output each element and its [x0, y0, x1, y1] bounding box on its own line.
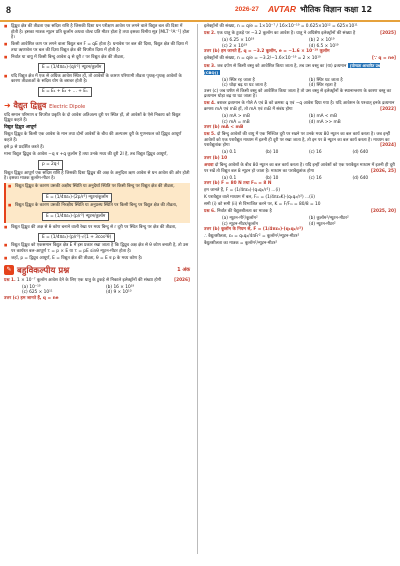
left-column: [4, 24, 190, 303]
pencil-icon: ✎: [4, 265, 14, 275]
answer: उत्तर (c) हम जानते हैं, q = ne: [4, 295, 59, 301]
paragraph: विद्युत द्विध्रुव के किसी एक आवेश के मान तथा दोनों आवेशों के बीच की अल्पतम दूरी के गुणनफल को द्विध्रुव आघूर्ण कहते हैं।: [4, 132, 182, 143]
section-heading: ➜ वैद्युत द्विध्रुव Electric Dipole: [4, 101, 86, 111]
bullet-text: ■ किसी आवेशित कण पर लगने वाला विद्युत बल F = qE होता है। धनावेश पर बल की दिशा, विद्युत क्षेत्र की दिशा में तथा ऋणावेश पर बल की दिशा विद्युत क्षेत्र की विपरीत दिशा में होती है।: [4, 42, 190, 53]
bullet-text: ■ जहाँ, p = द्विध्रुव आघूर्ण, E = विद्युत क्षेत्र की तीव्रता, θ = E व p के मध्य कोण है।: [4, 256, 190, 262]
answer: उत्तर (b) mA < mB: [204, 125, 244, 131]
options: (a) 0.1 (b) 10 (c) 16 (d) 640: [222, 175, 369, 181]
header-rule: [0, 20, 400, 22]
column-divider: [197, 24, 198, 554]
brand-logo: AVTAR: [268, 4, 297, 14]
question: प्रश्न 6. निर्वात की वैद्युतशीलता का मात्रक है [2025, 20]: [204, 209, 396, 215]
paragraph: विद्युत द्विध्रुव आघूर्ण एक सदिश राशि है जिसकी दिशा द्विध्रुव की अक्ष के अनुदिश ऋण आवेश से धन आवेश की ओर होती है। इसका मात्रक कूलॉम-मीटर है।: [4, 170, 190, 182]
bullet-text: ■ निर्वात या वायु में किसी बिन्दु आवेश q से दूरी r पर विद्युत क्षेत्र की तीव्रता,: [4, 55, 190, 61]
calculation: ∴ वैद्युतशीलता, ε₀ = q₁q₂/4πFr² = कूलॉम²/न्यूटन-मीटर²: [204, 234, 300, 240]
right-column: [204, 24, 396, 248]
paragraph: यदि समान परिमाण व विपरीत प्रकृति के दो आवेश अतिअल्प दूरी पर स्थित हों, तो आवेशों के ऐसे निकाय को विद्युत द्विध्रुव कहते हैं।: [4, 112, 181, 124]
options: (a) 6.25 × 10¹⁹ (b) 2 × 10¹⁹ (c) 2 × 10¹⁹ (d) 6.5 × 10¹⁹: [222, 37, 339, 49]
answer: उत्तर (b) 10: [204, 155, 228, 161]
paragraph: इसे p से प्रदर्शित करते हैं।: [4, 144, 45, 150]
question: प्रश्न 5. दो बिन्दु आवेशों की वायु में एक निश्चित दूरी पर रखने पर उनके मध्य 80 न्यूटन का बल कार्य करता है। जब इन्हीं आवेशों को एक परावैद्युत माध्यम में इतनी ही दूरी पर रखा जाता है, तो इन पर 8 न्यूटन का बल कार्य करता है। माध्यम का परावैद्युतांक होगा [2024]: [204, 132, 396, 149]
question: प्रश्न 2. एक धातु के टुकड़े पर −3.2 कूलॉम का आवेश है। धातु ने अधिशेष इलेक्ट्रॉनों की संख्या है [2025]: [204, 30, 396, 36]
formula-box: E = (1/4πε₀)·(2p/r³) न्यूटन/कूलॉम: [42, 193, 112, 203]
calculation: वैद्युतशीलता का मात्रक = कूलॉम²/न्यूटन-मीटर²: [204, 241, 278, 247]
question: अथवा दो बिन्दु आवेशों के बीच 80 न्यूटन का बल कार्य करता है। यदि इन्हीं आवेशों को एक परावैद्युत माध्यम में इतनी ही दूरी पर रखें तो विद्युत बल 8 न्यूटन हो जाता है। माध्यम का परावैद्युतांक होगा [2026, 25]: [204, 162, 396, 174]
question: प्रश्न 4. बराबर द्रव्यमान के गोले A एवं B को क्रमशः q एवं −q आवेश दिया गया है। यदि आवेशन के पश्चात् इनके द्रव्यमान क्रमशः mA एवं mB हों, तो mA एवं mB में संबंध होगा [2022]: [204, 101, 396, 113]
arrow-icon: ➜: [4, 101, 14, 111]
options: (a) 10⁻¹⁹ (b) 16 × 10¹⁹ (c) 625 × 10¹¹ (d) 9 × 10¹⁰: [22, 284, 135, 296]
calculation: K परावैद्युत वाले माध्यम में बल, Fₘ = (1/4πε₀K)·(q₁q₂/r²) ...(ii): [204, 195, 315, 201]
question: प्रश्न 3. जब दर्पण से किसी वस्तु को आवेशित किया जाता है, तब उस वस्तु का (या) द्रव्यमान [योग्यता आधारित प्रश्न (CBQ)]: [204, 63, 381, 75]
subject-title: भौतिक विज्ञान कक्षा 12: [300, 5, 373, 14]
answer: उत्तर (b) कूलॉम के नियम से, F = (1/4πε₀)·(q₁q₂/r²): [204, 227, 304, 233]
options: (a) 0.1 (b) 10 (c) 16 (d) 640: [222, 150, 369, 156]
answer: उत्तर (b) F = 80 N तथा Fₘ = 8 N: [204, 181, 272, 187]
mcq-heading: ✎ बहुविकल्पीय प्रश्न 1 अंक: [4, 265, 190, 276]
formula-box: E = (1/4πε₀)·(p/r³) न्यूटन/कूलॉम: [42, 212, 109, 222]
page-header: [0, 0, 400, 22]
sub-heading: विद्युत द्विध्रुव आघूर्ण: [4, 125, 37, 131]
calculation: इलेक्ट्रॉनों की संख्या, n = q/e = 1×10⁻⁷ / 16×10⁻¹⁹ = 0.625×10¹² = 625×10¹¹: [204, 24, 358, 29]
answer: उत्तर (b) हम जानते हैं, q = −3.2 कूलॉम, e = −1.6 × 10⁻¹⁹ कूलॉम: [204, 49, 330, 55]
formula-box: E = E₁ + E₂ + … + Eₙ: [38, 87, 92, 97]
answer: उत्तर (c) जब घर्षण से किसी वस्तु को आवेशित किया जाता है तो उस वस्तु से इलेक्ट्रॉनों के स्थानान्तरण के कारण वस्तु का द्रव्यमान थोड़ा बढ़ या घट जाता है।: [204, 88, 392, 100]
calculation: हम जानते हैं, F = (1/4πε₀)·(q₁q₂/r²) ...(i): [204, 188, 281, 194]
bullet-text: ■ द्विध्रुव क्षेत्र की तीव्रता एक सदिश राशि है जिसकी दिशा धन परीक्षण आवेश पर लगने वाले विद्युत बल की दिशा में होती है। इसका मात्रक न्यूटन प्रति कूलॉम अथवा वोल्ट प्रति मीटर होता है तथा इसका विमीय सूत्र [MLT⁻³A⁻¹] होता है।: [4, 24, 190, 41]
calculation: समी (i) को समी (ii) से विभाजित करने पर, K = F/Fₘ = 80/8 = 10: [204, 202, 321, 208]
bullet-text: ■ विद्युत द्विध्रुव को एकसमान विद्युत क्षेत्र E में इस प्रकार रखा जाता है कि द्विध्रुव अक्ष क्षेत्र से θ कोण बनाती है, तो उस पर कार्यरत बल-आघूर्ण τ = p × E या τ = pE sinθ न्यूटन-मीटर होता है।: [4, 243, 190, 254]
question-tag: [योग्यता आधारित प्रश्न (CBQ)]: [204, 63, 381, 75]
formula-box: p = 2q·l: [38, 160, 63, 170]
calculation: इलेक्ट्रॉनों की संख्या, n = q/e = −3.2/−1.6×10⁻¹⁹ = 2 × 10¹⁹ [∵ q = ne]: [204, 56, 396, 62]
bullet-text: ■ यदि विद्युत क्षेत्र में एक से अधिक आवेश स्थित हों, तो आवेशों के कारण परिणामी तीव्रता पृथक्-पृथक् आवेशों के कारण तीव्रताओं के सदिश योग के बराबर होती है।: [4, 74, 190, 85]
options: (a) mA > mB (b) mA < mB (c) mA = mB (d) mA >> mB: [222, 114, 341, 125]
question: प्रश्न 1. 1 × 10⁻⁷ कूलॉम आवेश देने के लिए एक धातु के टुकड़े से निकाले इलेक्ट्रॉनों की संख्या होगी [2026]: [4, 277, 190, 283]
formula-box: E = (1/4πε₀)·(p/r³)·√(1 + 3cos²θ): [38, 233, 115, 243]
options: (a) स्थिर रह जाता है (b) स्थिर घट जाता है (c) थोड़ा बढ़ या घट जाता है (d) स्थिर रहता है: [222, 77, 343, 89]
paragraph: माना विद्युत द्विध्रुव के आवेश −q व +q कूलॉम हैं तथा उनके मध्य की दूरी 2l है, तब विद्युत द्विध्रुव आघूर्ण,: [4, 151, 168, 157]
page-number: 8: [6, 5, 12, 15]
formula-box: E = (1/4πε₀)·(q/r²) न्यूटन/कूलॉम: [38, 63, 105, 73]
highlight-box: ■ विद्युत द्विध्रुव के कारण उसकी अक्षीय स्थिति या अनुदैर्घ्य स्थिति पर किसी बिन्दु पर विद्युत क्षेत्र की तीव्रता, E = (1/4πε₀)·(2p/r³) न्यूटन/कूलॉम ■ विद्युत द्विध्रुव के कारण उसकी निरक्षीय स्थिति या अनुप्रस्थ स्थिति पर किसी बिन्दु पर विद्युत क्षेत्र की तीव्रता, E = (1/4πε₀)·(p/r³) न्यूटन/कूलॉम: [4, 183, 190, 223]
edition-year: 2026-27: [235, 6, 259, 13]
bullet-text: ■ विद्युत द्विध्रुव की अक्ष से θ कोण बनाने वाली रेखा पर मध्य बिन्दु से r दूरी पर स्थित बिन्दु पर क्षेत्र की तीव्रता,: [4, 225, 190, 231]
options: (a) न्यूटन-मी²/कूलॉम² (b) कूलॉम²/न्यूटन-मीटर² (c) न्यूटन-मीटर/कूलॉम (d) न्यूटन-मीटर²: [222, 216, 349, 227]
